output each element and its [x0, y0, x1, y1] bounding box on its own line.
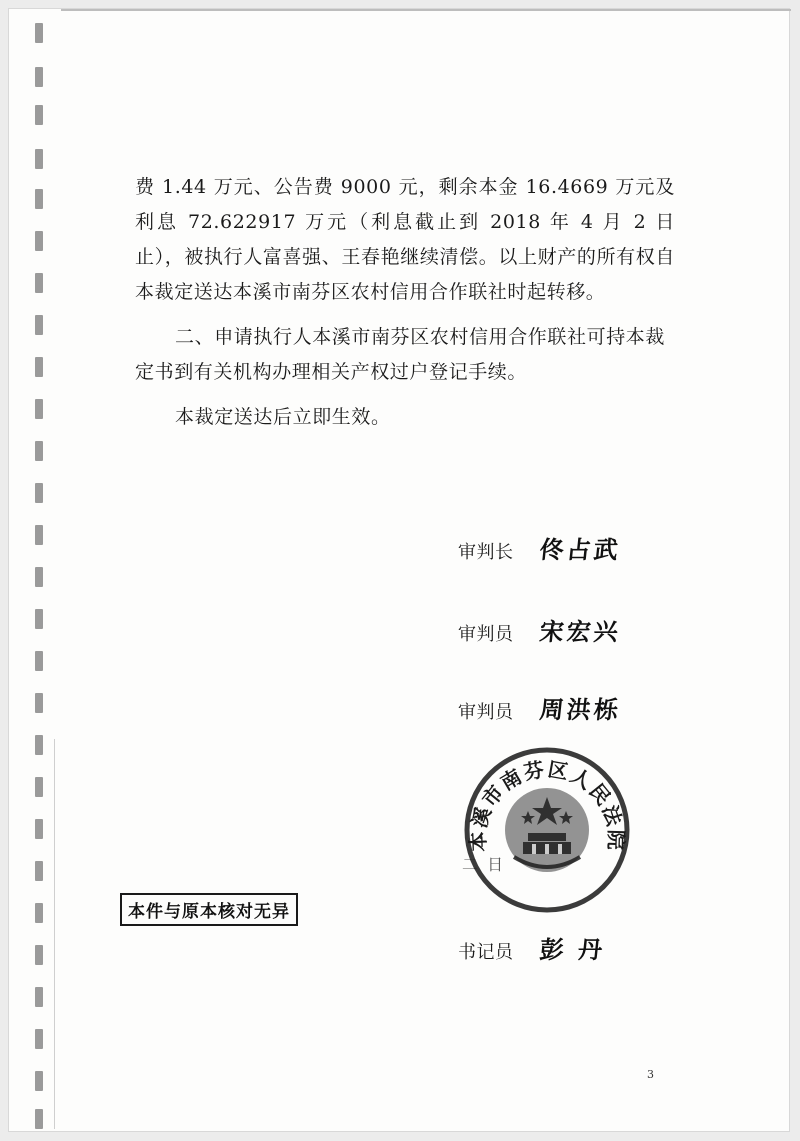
chief-judge-title: 审判长: [458, 542, 514, 563]
binding-holes: [35, 9, 47, 1131]
paragraph-transfer-registration: 二、申请执行人本溪市南芬区农村信用合作联社可持本裁定书到有关机构办理相关产权过户登记手续。: [135, 326, 666, 383]
page-number: 3: [647, 1068, 654, 1081]
signature-judge-1: [458, 612, 621, 647]
court-seal: [462, 745, 632, 915]
clerk-name: 彭 丹: [538, 936, 607, 964]
paragraph-effective: 本裁定送达后立即生效。: [175, 406, 391, 428]
judge-1-title: 审判员: [458, 624, 514, 645]
judge-1-name: 宋宏兴: [538, 618, 623, 646]
signature-clerk: [458, 930, 605, 965]
scan-edge-top: [61, 9, 791, 11]
judgment-body: [135, 170, 675, 435]
judge-2-name: 周洪栎: [538, 696, 623, 724]
judge-2-title: 审判员: [458, 702, 514, 723]
paragraph-continuation: 费 1.44 万元、公告费 9000 元，剩余本金 16.4669 万元及利息 72.622917 万元（利息截止到 2018 年 4 月 2 日止），被执行人富喜强、王春艳继续清偿。以上财产的所有权自本裁定送达本溪市南芬区农村信用合作联社时起转移。: [135, 176, 675, 303]
date-line: 二 日: [462, 855, 506, 874]
copy-verified-stamp: 本件与原本核对无异: [120, 893, 298, 926]
svg-text:本溪市南芬区人民法院: 本溪市南芬区人民法院: [465, 756, 629, 853]
scan-edge-left: [54, 739, 55, 1129]
chief-judge-name: 佟占武: [538, 536, 623, 564]
clerk-title: 书记员: [458, 942, 514, 963]
signature-chief-judge: [458, 530, 621, 565]
signature-judge-2: [458, 690, 621, 725]
